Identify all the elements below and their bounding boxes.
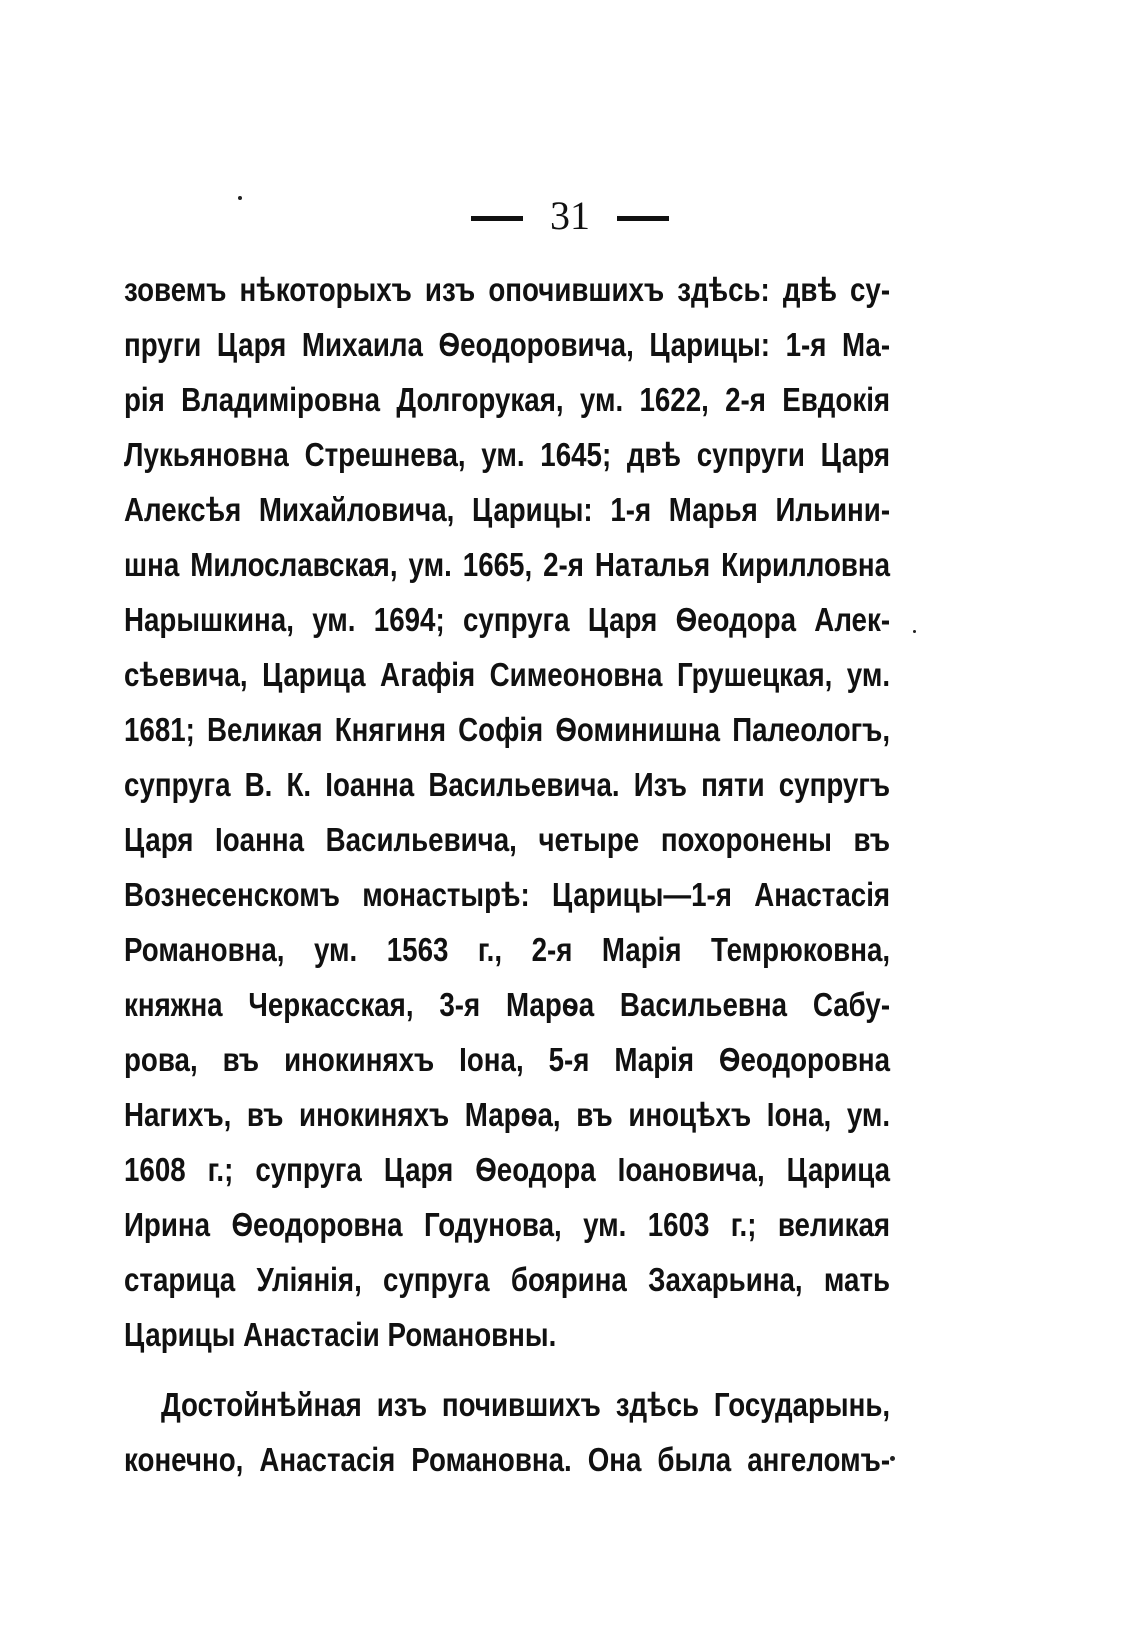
text-line: княжна Черкасская, 3-я Марѳа Васильевна Сабу- [124,986,891,1023]
text-line: Романовна, ум. 1563 г., 2-я Марія Темрюковна, [124,931,891,968]
print-speck [890,1456,895,1461]
text-line: шна Милославская, ум. 1665, 2-я Наталья Кирилловна [124,546,891,583]
print-speck [913,630,916,633]
text-line: Достойнѣйная изъ почившихъ здѣсь Государынь, [160,1386,891,1423]
text-line: рія Владиміровна Долгорукая, ум. 1622, 2-я Евдокія [124,381,891,418]
text-line: рова, въ инокиняхъ Іона, 5-я Марія Ѳеодоровна [124,1041,891,1078]
text-line: Нарышкина, ум. 1694; супруга Царя Ѳеодора Алек- [124,601,891,638]
text-line: Лукьяновна Стрешнева, ум. 1645; двѣ супруги Царя [124,436,891,473]
body-text [124,262,890,1487]
print-speck [238,196,242,200]
text-line: Царицы Анастасіи Романовны. [124,1316,557,1353]
text-line: Ирина Ѳеодоровна Годунова, ум. 1603 г.; великая [124,1206,891,1243]
paragraph-1 [124,262,890,1362]
text-line: Алексѣя Михайловича, Царицы: 1-я Марья Ильини- [124,491,891,528]
text-line: старица Уліянія, супруга боярина Захарьина, мать [124,1261,891,1298]
text-line: зовемъ нѣкоторыхъ изъ опочившихъ здѣсь: двѣ су- [124,271,891,308]
text-line: Нагихъ, въ инокиняхъ Марѳа, въ иноцѣхъ Іона, ум. [124,1096,891,1133]
text-line: пруги Царя Михаила Ѳеодоровича, Царицы: 1-я Ма- [124,326,891,363]
page-header [0,192,1140,240]
text-line: конечно, Анастасія Романовна. Она была ангеломъ- [124,1441,891,1478]
page-number: 31 [550,193,590,238]
text-line: 1608 г.; супруга Царя Ѳеодора Іоановича, Царица [124,1151,891,1188]
text-line: Вознесенскомъ монастырѣ: Царицы—1-я Анастасія [124,876,891,913]
left-dash [471,216,523,221]
paragraph-gap [124,1362,890,1377]
right-dash [617,216,669,221]
text-line: сѣевича, Царица Агафія Симеоновна Грушецкая, ум. [124,656,891,693]
text-line: супруга В. К. Іоанна Васильевича. Изъ пяти супругъ [124,766,891,803]
text-line: 1681; Великая Княгиня Софія Ѳоминишна Палеологъ, [124,711,891,748]
text-line: Царя Іоанна Васильевича, четыре похоронены въ [124,821,891,858]
paragraph-2 [124,1377,890,1487]
